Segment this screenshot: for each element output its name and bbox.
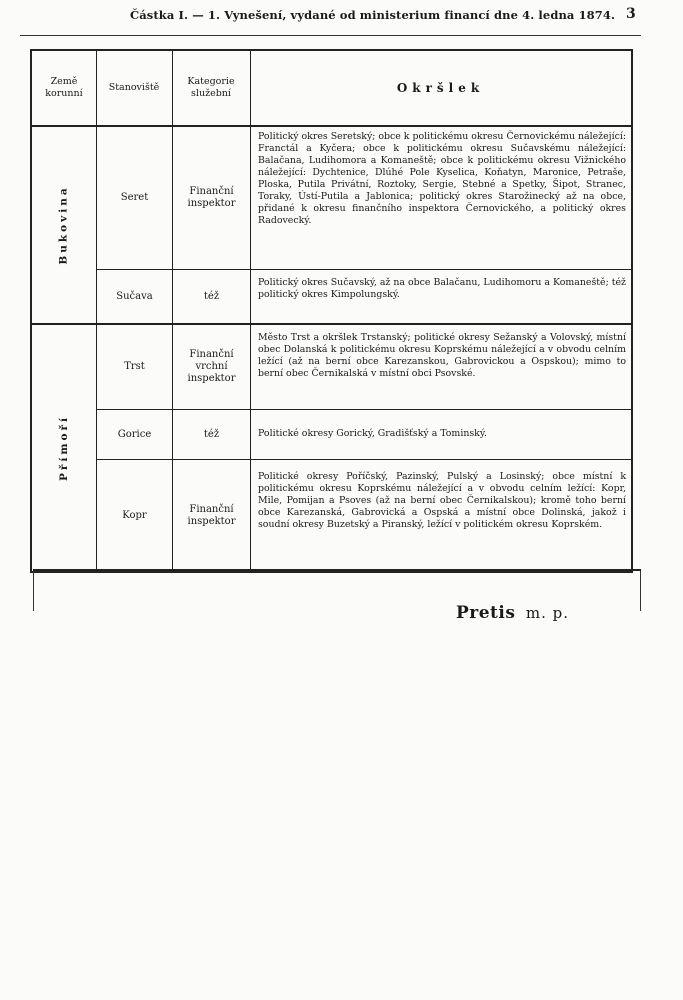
station-cell: Seret — [120, 192, 149, 203]
category-cell: též — [203, 290, 220, 302]
page-number: 3 — [626, 6, 636, 22]
continuation-line — [640, 571, 641, 611]
signature-name: Pretis — [456, 603, 516, 623]
signature-suffix: m. p. — [525, 604, 569, 622]
category-cell: Finanční vrchní inspektor — [187, 349, 236, 384]
category-cell: Finanční inspektor — [187, 503, 236, 527]
page-title: Částka I. — 1. Vynešení, vydané od ministerium financí dne 4. ledna 1874. — [130, 8, 616, 22]
column-divider — [250, 51, 251, 571]
header-district: Okršlek — [396, 81, 485, 95]
land-primori: Přímoří — [58, 414, 70, 482]
district-table — [30, 49, 633, 573]
district-cell: Politické okresy Poříčský, Pazinský, Pulský a Losinský; obce místní k politickému okresu Koprskému náležející a v obvodu celním ležící: Kopr, Mile, Pomijan a Psoves (až na berní obec Černikalskou); kromě toho berní obce Karezanská, Gabrovická a Ospská a místní obce Dolinská, jakož i soudní okresy Buzetský a Piranský, ležící v politickém okresu Koprském. — [258, 471, 626, 530]
district-cell: Politický okres Sučavský, až na obce Balačanu, Ludihomoru a Komaneště; též politický okres Kimpolungský. — [258, 277, 626, 300]
category-cell: též — [203, 428, 220, 440]
header-land: Země korunní — [45, 76, 83, 99]
category-cell: Finanční inspektor — [187, 186, 236, 209]
district-cell: Politický okres Seretský; obce k politickému okresu Černovickému náležející: Franctál a Kyčera; obce k politickému okresu Sučavskému náležející: Balačana, Ludihomora a Komaneště; obce k politickému okresu Vižnického náležející: Dychtenice, Dlúhé Pole Kyselica, Koňatyn, Maronice, Petraše, Ploska, Putila Privátní, Roztoky, Sergie, Stebné a Spetky, Šipot, Stranec, Toraky, Ústí-Putila a Jablonica; politický okres Starožinecký až na obce, přidané k okresu finančního inspektora Černovického, a politický okres Radovecký. — [258, 131, 626, 226]
station-cell: Trst — [124, 361, 145, 372]
station-cell: Gorice — [117, 428, 152, 440]
land-bukovina: Bukovina — [58, 185, 71, 265]
header-rule — [20, 35, 641, 36]
station-cell: Kopr — [122, 509, 147, 521]
continuation-line — [33, 571, 34, 611]
signature — [456, 603, 569, 623]
header-station: Stanoviště — [108, 82, 160, 93]
district-cell: Politické okresy Gorický, Gradišťský a Tominský. — [258, 428, 487, 439]
district-cell: Město Trst a okršlek Trstanský; politické okresy Sežanský a Volovský, místní obec Dolanská k politickému okresu Koprskému náležející a v obvodu celním ležící (až na berní obce Karezanskou, Gabrovickou a Ospskou); mimo to berní obec Černikalská v místní obci Psovské. — [258, 332, 626, 379]
page-header — [0, 6, 683, 28]
header-category: Kategorie služební — [187, 76, 235, 99]
station-cell: Sučava — [116, 290, 153, 302]
